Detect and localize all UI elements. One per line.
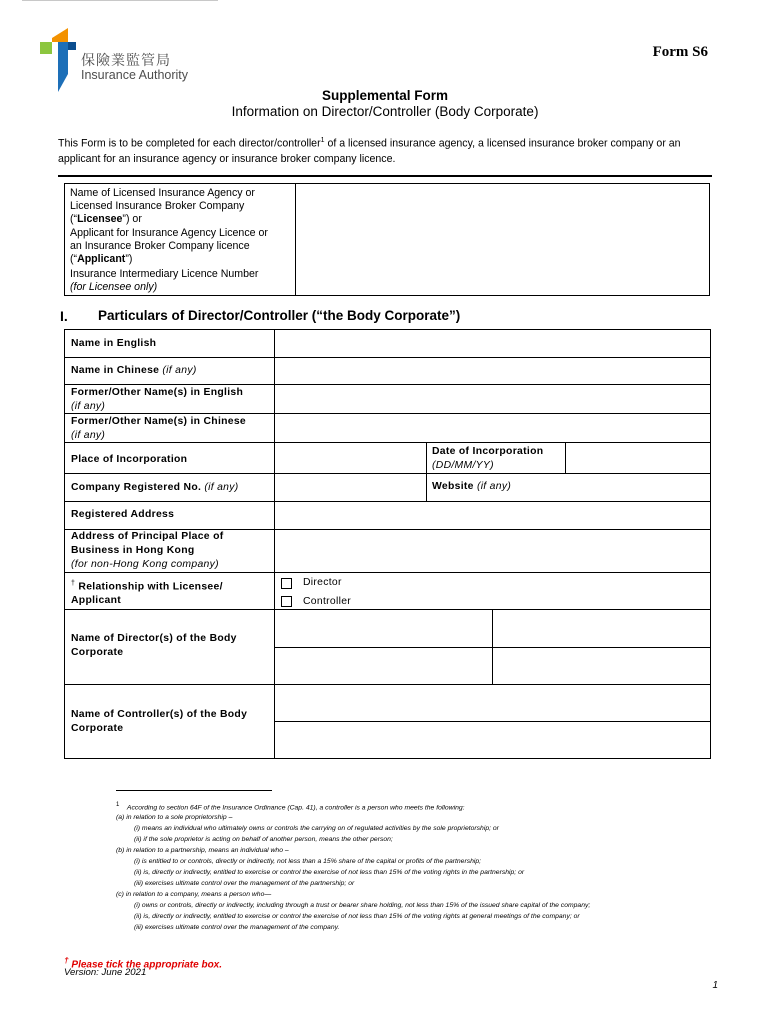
label-text: Website bbox=[432, 481, 474, 492]
footnote-line: (ii) is, directly or indirectly, entitled to exercise or control the exercise of not less than 15% of the voting rights at general meetings of the company; or bbox=[134, 913, 580, 920]
footnote-line: (ii) if the sole proprietor is acting on behalf of another person, means the other person; bbox=[134, 836, 393, 843]
optional-note: (if any) bbox=[162, 365, 197, 376]
label-note: (for Licensee only) bbox=[70, 281, 158, 294]
label-text: Name in Chinese bbox=[71, 365, 160, 376]
former-english-input[interactable] bbox=[275, 385, 710, 413]
applicant-term: Applicant bbox=[77, 253, 126, 266]
footnote-line: (iii) exercises ultimate control over the management of the company. bbox=[134, 924, 340, 931]
quote-close: ”) bbox=[125, 253, 133, 266]
footnote-text: According to section 64F of the Insurance Ordinance (Cap. 41), a controller is a person who meets the following: bbox=[126, 804, 465, 812]
section-rule bbox=[58, 175, 712, 177]
logo-chinese-name: 保險業監管局 bbox=[81, 52, 171, 68]
label-line: Name of Licensed Insurance Agency or bbox=[70, 187, 255, 199]
licensee-name-label bbox=[70, 187, 292, 266]
form-subtitle: Information on Director/Controller (Body Corporate) bbox=[231, 104, 539, 119]
label-text: Former/Other Name(s) in Chinese bbox=[71, 416, 247, 427]
label-text: Address of Principal Place of bbox=[71, 531, 224, 542]
date-incorporation-input[interactable] bbox=[566, 443, 710, 473]
optional-note: (if any) bbox=[204, 482, 239, 493]
dagger-mark: † bbox=[71, 580, 76, 587]
form-title: Supplemental Form bbox=[321, 88, 448, 103]
controller-name-input-2[interactable] bbox=[275, 722, 710, 759]
label-text: Business in Hong Kong bbox=[71, 545, 195, 556]
name-chinese-label bbox=[71, 364, 197, 378]
place-incorporation-label: Place of Incorporation bbox=[71, 454, 188, 465]
label-note: (for non-Hong Kong company) bbox=[71, 559, 219, 570]
date-incorporation-label bbox=[432, 445, 543, 473]
footnote-intro bbox=[116, 800, 465, 814]
footnote-line: (i) owns or controls, directly or indirectly, including through a trust or bearer share holding, not less than 15% of the issued share capital of the company; bbox=[134, 902, 591, 909]
controllers-label bbox=[71, 708, 247, 736]
label-line: Applicant for Insurance Agency Licence or bbox=[70, 226, 268, 239]
footnote-line: (ii) is, directly or indirectly, entitled to exercise or control the exercise of not less than 15% of the voting rights in the partnership; or bbox=[134, 869, 525, 876]
name-english-input[interactable] bbox=[275, 330, 710, 357]
director-option-label: Director bbox=[303, 577, 342, 588]
director-name-input-2[interactable] bbox=[493, 610, 710, 647]
footnote-line: (a) in relation to a sole proprietorship – bbox=[116, 814, 233, 821]
registered-address-input[interactable] bbox=[275, 502, 710, 529]
quote-open: (“ bbox=[70, 253, 78, 266]
controller-option-label: Controller bbox=[303, 596, 352, 607]
director-checkbox[interactable] bbox=[281, 578, 292, 589]
quote-open: (“ bbox=[70, 213, 78, 226]
section-title: Particulars of Director/Controller (“the Body Corporate”) bbox=[98, 308, 461, 323]
footnote-line: (i) is entitled to or controls, directly or indirectly, not less than a 15% share of the capital or profits of the partnership; bbox=[134, 858, 482, 865]
principal-place-input[interactable] bbox=[275, 530, 710, 572]
website-input[interactable] bbox=[566, 474, 710, 501]
director-name-input-1[interactable] bbox=[275, 610, 492, 647]
licence-number-label bbox=[70, 268, 292, 294]
label-text: Name of Controller(s) of the Body bbox=[71, 709, 248, 720]
name-english-label: Name in English bbox=[71, 338, 157, 349]
website-label bbox=[432, 480, 511, 494]
quote-close: ”) or bbox=[122, 213, 142, 226]
licensee-name-input[interactable] bbox=[296, 184, 709, 295]
version-label: Version: June 2021 bbox=[64, 967, 147, 978]
optional-note: (if any) bbox=[71, 430, 106, 441]
row-divider bbox=[65, 572, 710, 573]
label-text: Corporate bbox=[71, 723, 124, 734]
name-chinese-input[interactable] bbox=[275, 358, 710, 384]
label-text: Name of Director(s) of the Body bbox=[71, 633, 237, 644]
registered-address-label: Registered Address bbox=[71, 509, 175, 520]
licensee-term: Licensee bbox=[77, 213, 123, 226]
relationship-label bbox=[71, 577, 223, 608]
footnote-reference: 1 bbox=[320, 137, 325, 144]
tick-instruction-text: Please tick the appropriate box. bbox=[68, 959, 223, 971]
label-text: Company Registered No. bbox=[71, 482, 202, 493]
label-text: Former/Other Name(s) in English bbox=[71, 387, 244, 398]
footnote-line: (b) in relation to a partnership, means an individual who – bbox=[116, 847, 289, 854]
footnote-line: (c) in relation to a company, means a person who— bbox=[116, 891, 272, 898]
dagger-mark: † bbox=[64, 955, 69, 965]
column-divider bbox=[426, 442, 427, 501]
label-line: Insurance Intermediary Licence Number bbox=[70, 268, 259, 280]
company-reg-no-label bbox=[71, 481, 239, 495]
company-reg-no-input[interactable] bbox=[275, 474, 426, 501]
section-number: I. bbox=[60, 308, 68, 324]
insurance-authority-logo bbox=[38, 28, 188, 92]
label-line: an Insurance Broker Company licence bbox=[70, 239, 250, 252]
footnote-rule bbox=[116, 790, 272, 791]
top-divider bbox=[22, 0, 218, 1]
particulars-table bbox=[64, 329, 711, 759]
directors-label bbox=[71, 632, 237, 660]
controller-checkbox[interactable] bbox=[281, 596, 292, 607]
logo-english-name: Insurance Authority bbox=[81, 68, 189, 82]
label-text: Date of Incorporation bbox=[432, 446, 544, 457]
intro-paragraph bbox=[58, 133, 718, 167]
footnote-line: (iii) exercises ultimate control over the management of the partnership; or bbox=[134, 880, 355, 887]
place-incorporation-input[interactable] bbox=[275, 443, 426, 473]
director-name-input-3[interactable] bbox=[275, 648, 710, 684]
intro-text-part1: This Form is to be completed for each director/controller bbox=[58, 137, 321, 150]
logo-mark-icon bbox=[38, 28, 80, 92]
footnote-line: (i) means an individual who ultimately owns or controls the carrying on of regulated activities by the sole proprietorship; or bbox=[134, 825, 499, 832]
label-text: Applicant bbox=[71, 595, 122, 607]
optional-note: (if any) bbox=[476, 481, 512, 492]
controller-name-input-1[interactable] bbox=[275, 685, 710, 721]
intro-text-part2: of a licensed insurance agency, a licensed insurance broker company or an applicant for an insurance agency or insurance broker company licence. bbox=[58, 137, 681, 165]
former-english-label bbox=[71, 386, 243, 414]
form-number: Form S6 bbox=[652, 44, 708, 60]
principal-place-label bbox=[71, 530, 223, 572]
label-text: Corporate bbox=[71, 647, 124, 658]
label-text: Relationship with Licensee/ bbox=[75, 581, 223, 593]
date-format-note: (DD/MM/YY) bbox=[432, 460, 494, 471]
licensee-table bbox=[64, 183, 710, 296]
former-chinese-label bbox=[71, 415, 246, 443]
optional-note: (if any) bbox=[71, 401, 106, 412]
former-chinese-input[interactable] bbox=[275, 414, 710, 442]
page-number: 1 bbox=[712, 980, 718, 991]
label-line bbox=[70, 213, 292, 226]
label-line: Licensed Insurance Broker Company bbox=[70, 200, 245, 213]
label-line bbox=[70, 253, 292, 266]
footnote-mark: 1 bbox=[116, 802, 120, 808]
